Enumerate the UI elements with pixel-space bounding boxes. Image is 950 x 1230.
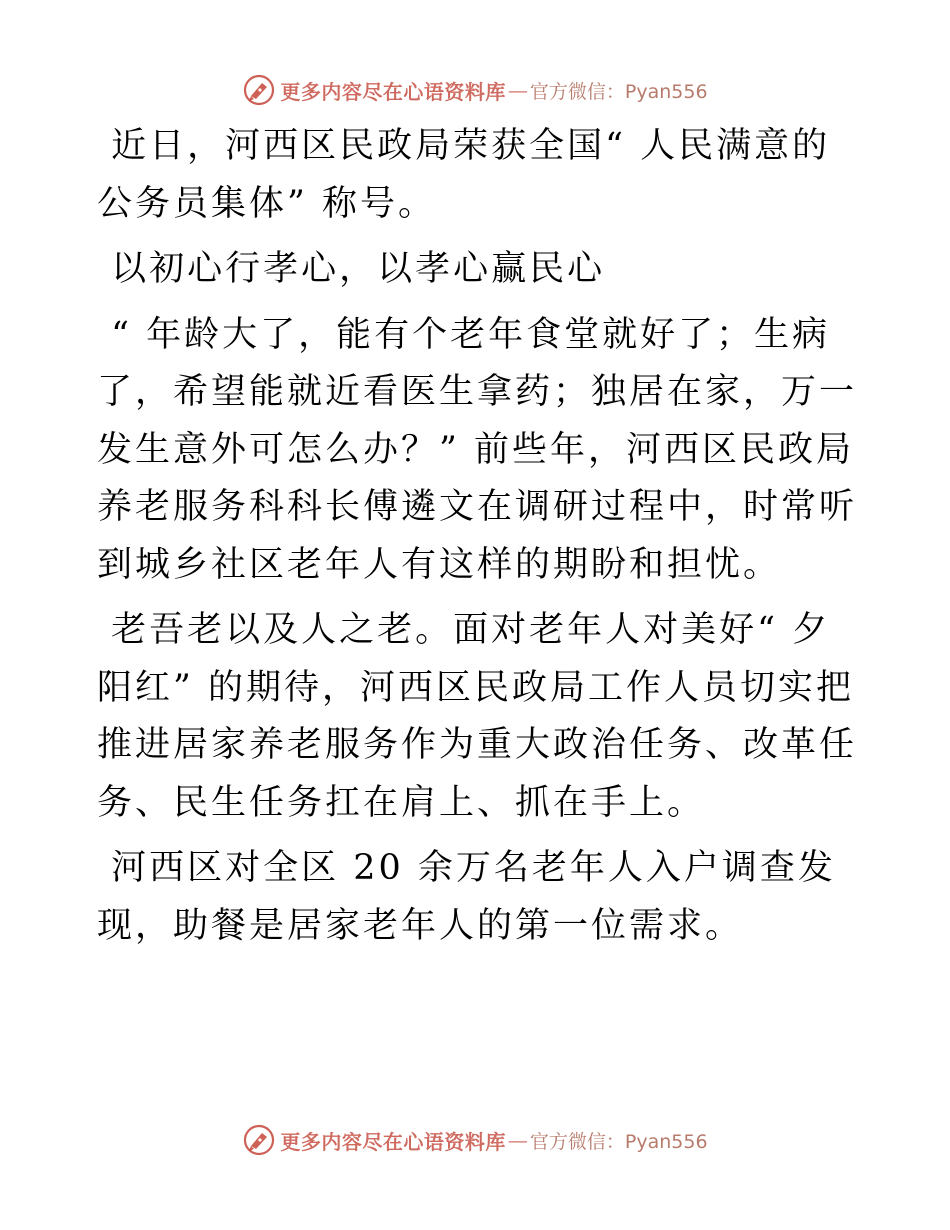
pen-nib-logo-icon	[242, 1123, 276, 1157]
watermark-wechat-text: 官方微信：Pyan556	[529, 1130, 708, 1153]
watermark-brand-text: 更多内容尽在心语资料库	[280, 79, 506, 104]
pen-nib-logo-icon	[242, 73, 276, 107]
footer-watermark	[0, 1120, 950, 1160]
watermark-dash: —	[507, 1128, 528, 1152]
paragraph-elderly-needs: “ 年龄大了，能有个老年食堂就好了；生病了，希望能就近看医生拿药；独居在家，万一发生意外可怎么办？” 前些年，河西区民政局养老服务科科长傅遴文在调研过程中，时常听到城乡社区老年人有这样的期盼和担忧。	[97, 314, 858, 585]
watermark-dash: —	[507, 78, 528, 102]
header-watermark	[0, 70, 950, 110]
paragraph-subheading: 以初心行孝心，以孝心赢民心	[97, 249, 606, 289]
watermark-wechat-text: 官方微信：Pyan556	[529, 80, 708, 103]
document-body	[97, 118, 857, 963]
paragraph-survey: 河西区对全区 20 余万名老年人入户调查发现，助餐是居家老年人的第一位需求。	[97, 848, 836, 946]
paragraph-award: 近日，河西区民政局荣获全国“ 人民满意的公务员集体” 称号。	[97, 126, 831, 224]
paragraph-elderly-care: 老吾老以及人之老。面对老年人对美好“ 夕阳红” 的期待，河西区民政局工作人员切实把推进居家养老服务作为重大政治任务、改革任务、民生任务扛在肩上、抓在手上。	[97, 610, 858, 823]
watermark-brand-text: 更多内容尽在心语资料库	[280, 1129, 506, 1154]
